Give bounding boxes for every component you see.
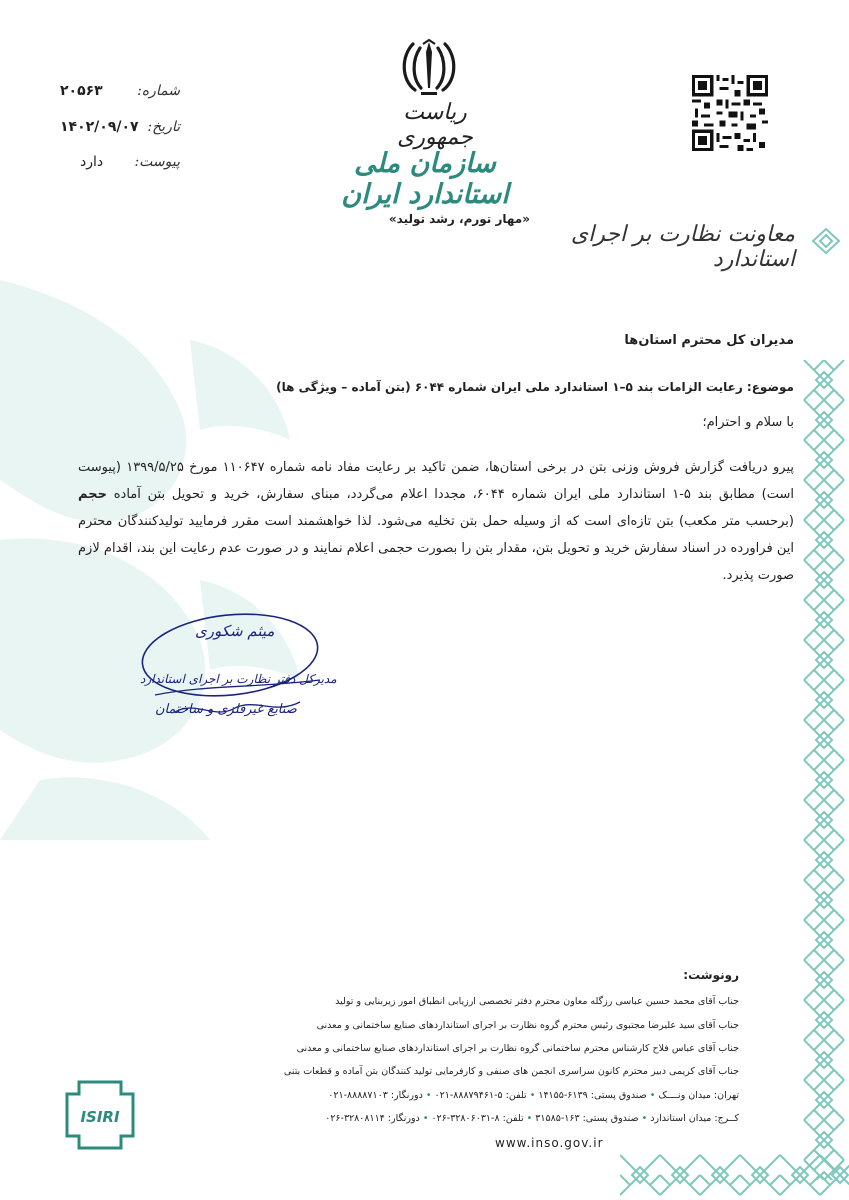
deputy-diamond-icon	[812, 228, 840, 254]
presidency-title: ریاست جمهوری	[397, 100, 473, 150]
footer-address-karaj: کــرج: میدان استاندارد • صندوق پستی: ۱۶۳-۳۱۵۸۵ • تلفن: ۸-۳۲۸۰۶۰۳۱-۰۲۶ • دورنگار: ۳۲۸۰۸۱۱۴-۰۲۶	[325, 1113, 739, 1124]
signature-scribble-icon	[135, 600, 325, 740]
recipient: مدیران کل محترم استان‌ها	[624, 333, 794, 348]
tehran-city: تهران:	[713, 1090, 739, 1101]
karaj-phone: تلفن: ۸-۳۲۸۰۶۰۳۱-۰۲۶	[431, 1113, 524, 1124]
tehran-address: میدان ونــــک	[658, 1090, 711, 1101]
letter-attachment-value: دارد	[80, 154, 104, 170]
signer-title-line1: مدیرکل دفتر نظارت بر اجرای استاندارد	[140, 672, 337, 686]
body-text-part1: پیرو دریافت گزارش فروش وزنی بتن در برخی استان‌ها، ضمن تاکید بر رعایت مفاد نامه شماره ۱۱۰۶۴۷ مورخ ۱۳۹۹/۵/۲۵ (پیوست است) مطابق بند ۵-۱ استاندارد ملی ایران شماره ۶۰۴۴، مجددا اعلام می‌گردد، مبنای سفارش، خرید و تحویل بتن آماده	[78, 460, 794, 502]
subject-line: موضوع: رعایت الزامات بند ۵–۱ استاندارد ملی ایران شماره ۶۰۴۴ (بتن آماده – ویژگی ها)	[276, 380, 794, 394]
body-text-part2: (برحسب متر مکعب) بتن تازه‌ای است که از وسیله حمل بتن تخلیه می‌شود. لذا خواهشمند است مقرر فرمایید تولیدکنندگان محترم این فراورده در اسناد سفارش خرید و تحویل بتن، مقدار بتن را بصورت حجمی اعلام نمایند و در صورت عدم رعایت این بند، اقدام لازم صورت پذیرد.	[78, 514, 794, 583]
tehran-pobox: صندوق پستی: ۶۱۳۹-۱۴۱۵۵	[538, 1090, 647, 1101]
signer-title-line2: صنایع غیرفلزی و ساختمان	[155, 702, 297, 717]
letter-number-value: ۲۰۵۶۳	[60, 83, 103, 99]
greeting: با سلام و احترام؛	[702, 415, 794, 430]
signature	[135, 600, 337, 740]
cc-item: جناب آقای کریمی دبیر محترم کانون سراسری انجمن های صنفی و کارفرمایی تولید کنندگان بتن آماده و قطعات بتنی	[283, 1066, 739, 1077]
letter-attachment-label: پیوست:	[134, 154, 180, 170]
letter-attachment	[60, 151, 180, 173]
footer-address-tehran: تهران: میدان ونــــک • صندوق پستی: ۶۱۳۹-۱۴۱۵۵ • تلفن: ۵-۸۸۸۷۹۴۶۱-۰۲۱ • دورنگار: ۸۸۸۸۷۱۰۳-۰۲۱	[328, 1090, 739, 1101]
cc-item: جناب آقای عباس فلاح کارشناس محترم ساختمانی گروه نظارت بر اجرای استانداردهای صنایع ساختمانی و معدنی	[296, 1043, 739, 1054]
body-bold-word: حجم	[78, 487, 107, 502]
inso-logo-text: ISIRI	[80, 1108, 120, 1126]
signer-name: میثم شکوری	[195, 622, 275, 640]
tehran-fax: دورنگار: ۸۸۸۸۷۱۰۳-۰۲۱	[328, 1090, 423, 1101]
letter-body	[78, 454, 794, 589]
letter-date-label: تاریخ:	[147, 119, 180, 135]
cc-item: جناب آقای محمد حسین عباسی رزگله معاون محترم دفتر تخصصی ارزیابی انطباق امور زیربنایی و تولید	[335, 996, 739, 1007]
website-link[interactable]: www.inso.gov.ir	[495, 1136, 604, 1150]
letter-number-label: شماره:	[137, 83, 180, 99]
qr-code-icon	[692, 75, 768, 151]
karaj-fax: دورنگار: ۳۲۸۰۸۱۱۴-۰۲۶	[325, 1113, 420, 1124]
tehran-phone: تلفن: ۵-۸۸۸۷۹۴۶۱-۰۲۱	[434, 1090, 527, 1101]
cc-item: جناب آقای سید علیرضا مجتبوی رئیس محترم گروه نظارت بر اجرای استانداردهای صنایع ساختمانی و معدنی	[316, 1020, 739, 1031]
inso-logo	[65, 1080, 135, 1150]
letter-number	[60, 80, 180, 102]
cc-title: رونوشت:	[683, 968, 739, 982]
letter-date	[60, 116, 180, 138]
deputy-name: معاونت نظارت بر اجرای استاندارد	[570, 222, 795, 272]
karaj-address: میدان استاندارد	[650, 1113, 712, 1124]
decorative-bottom-pattern	[620, 1150, 849, 1200]
slogan: «مهار تورم، رشد تولید»	[388, 212, 530, 226]
karaj-pobox: صندوق پستی: ۱۶۳-۳۱۵۸۵	[535, 1113, 639, 1124]
karaj-city: کــرج:	[714, 1113, 739, 1124]
letter-date-value: ۱۴۰۲/۰۹/۰۷	[60, 119, 139, 135]
iran-emblem-icon	[399, 38, 459, 100]
body-paragraph	[78, 454, 794, 589]
decorative-border-pattern	[799, 360, 849, 1180]
organization-name: سازمان ملی استاندارد ایران	[341, 148, 509, 210]
